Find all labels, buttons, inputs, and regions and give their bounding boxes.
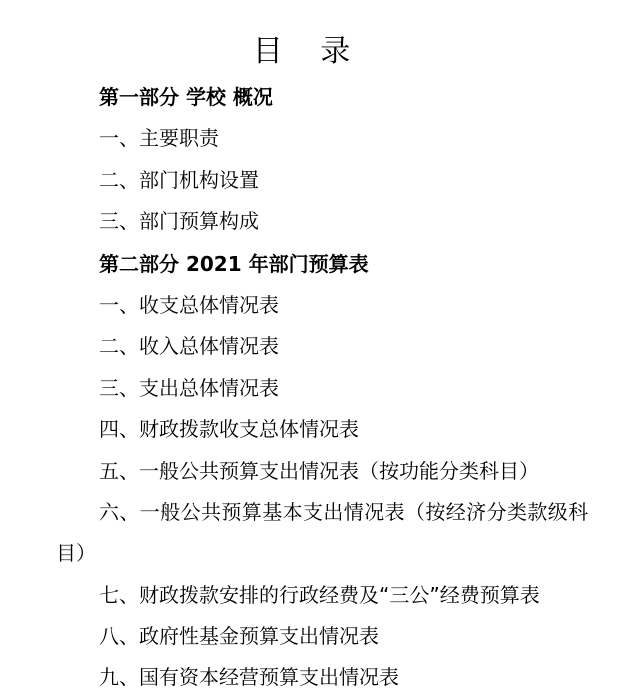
toc-part-2: 第二部分 2021 年部门预算表 [99,252,369,276]
toc-item: 四、财政拨款收支总体情况表 [99,417,359,441]
toc-item: 三、支出总体情况表 [99,376,279,400]
toc-title: 目 录 [252,34,365,69]
toc-item: 二、收入总体情况表 [99,334,279,358]
toc-item: 六、一般公共预算基本支出情况表（按经济分类款级科 [99,500,589,524]
toc-item: 八、政府性基金预算支出情况表 [99,624,379,648]
toc-item: 五、一般公共预算支出情况表（按功能分类科目） [99,459,539,483]
toc-item: 三、部门预算构成 [99,209,259,233]
toc-item-continuation: 目） [56,541,96,565]
toc-item: 一、收支总体情况表 [99,293,279,317]
toc-item: 七、财政拨款安排的行政经费及“三公”经费预算表 [99,583,540,607]
toc-item: 一、主要职责 [99,126,219,150]
toc-part-1: 第一部分 学校 概况 [99,85,273,109]
toc-item: 九、国有资本经营预算支出情况表 [99,665,399,689]
toc-item: 二、部门机构设置 [99,168,259,192]
